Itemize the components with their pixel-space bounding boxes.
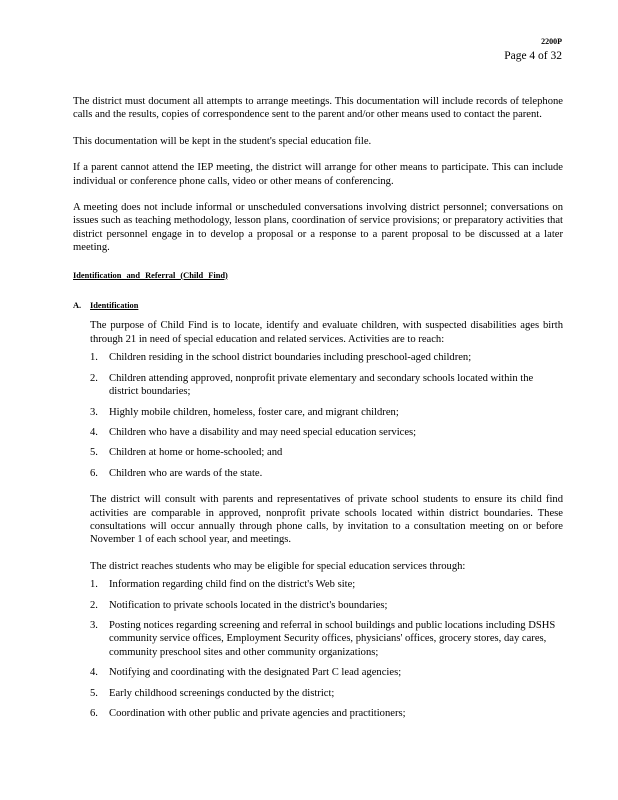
paragraph-documentation-file: This documentation will be kept in the student's special education file. bbox=[73, 135, 372, 147]
list-item: 2. Children attending approved, nonprofit private elementary and secondary schools located within the district boundaries; bbox=[90, 372, 534, 398]
list-item: 4. Notifying and coordinating with the designated Part C lead agencies; bbox=[90, 667, 402, 679]
list-item: 6. Children who are wards of the state. bbox=[90, 467, 263, 479]
policy-code: 2200P bbox=[541, 37, 562, 46]
list-item: 3. Highly mobile children, homeless, foster care, and migrant children; bbox=[90, 406, 399, 418]
list-item: 3. Posting notices regarding screening and referral in school buildings and public locations including DSHS community service offices, Employment Security offices, physicians' offices, grocery stores, day cares, community preschool sites and other community organizations; bbox=[90, 619, 556, 658]
section-heading: Identification and Referral (Child Find) bbox=[73, 270, 228, 280]
purpose-list bbox=[90, 351, 563, 480]
list-item: 4. Children who have a disability and may need special education services; bbox=[90, 426, 417, 438]
list-item: 1. Information regarding child find on the district's Web site; bbox=[90, 579, 356, 591]
paragraph-document-attempts: The district must document all attempts to arrange meetings. This documentation will include records of telephone calls and the results, copies of correspondence sent to the parent and/or other means used to contact the parent. bbox=[73, 96, 563, 121]
document-body bbox=[73, 95, 563, 720]
subsection-heading bbox=[73, 299, 563, 312]
reach-list bbox=[90, 578, 563, 720]
list-item: 6. Coordination with other public and private agencies and practitioners; bbox=[90, 708, 406, 719]
subsection-letter: A. bbox=[73, 301, 82, 311]
purpose-paragraph: The purpose of Child Find is to locate, identify and evaluate children, with suspected disabilities ages birth through 21 in need of special education and related services. Activities are to reach: bbox=[90, 320, 563, 345]
paragraph-meeting-definition: A meeting does not include informal or unscheduled conversations involving district personnel; conversations on issues such as teaching methodology, lesson plans, coordination of service provisions; or preparatory activities that district personnel engage in to develop a proposal or a response to a parent proposal to be discussed at a later meeting. bbox=[73, 202, 563, 254]
list-item: 1. Children residing in the school district boundaries including preschool-aged children; bbox=[90, 352, 472, 364]
list-item: 5. Early childhood screenings conducted by the district; bbox=[90, 687, 335, 699]
list-item: 5. Children at home or home-schooled; and bbox=[90, 447, 283, 459]
page-header bbox=[504, 37, 562, 63]
page-number: Page 4 of 32 bbox=[504, 50, 562, 62]
paragraph-parent-cannot-attend: If a parent cannot attend the IEP meeting, the district will arrange for other means to participate. This can include individual or conference phone calls, video or other means of conferencing. bbox=[73, 162, 563, 187]
subsection-label: Identification bbox=[90, 301, 139, 311]
identification-block bbox=[90, 319, 563, 720]
reach-intro-paragraph: The district reaches students who may be eligible for special education services through: bbox=[90, 560, 466, 572]
list-item: 2. Notification to private schools located in the district's boundaries; bbox=[90, 599, 388, 611]
consultation-paragraph: The district will consult with parents and representatives of private school students to ensure its child find activities are comparable in approved, nonprofit private schools located within district boundaries. These consultations will occur annually through phone calls, by invitation to a consultation meeting on or before November 1 of each school year, and meetings. bbox=[90, 494, 563, 546]
